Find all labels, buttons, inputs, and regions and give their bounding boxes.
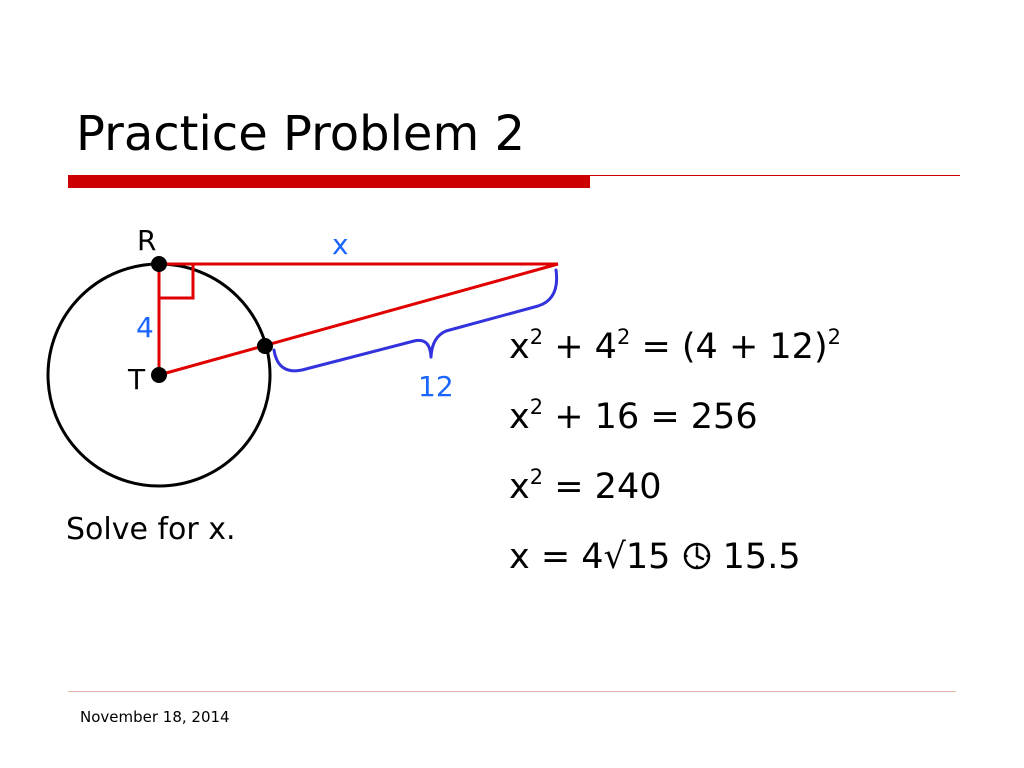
equation-line-1: $x^2 + 4^2 = (4 + 12)^2$ — [509, 325, 841, 367]
clock-icon — [682, 537, 712, 583]
label-external-12: 12 — [418, 370, 454, 403]
point-t — [151, 367, 167, 383]
equation-line-4: x = 4√15 15.5 — [509, 534, 841, 604]
equation-line-2: $x^2 + 16 = 256$ — [509, 395, 758, 437]
footer-divider — [68, 691, 956, 692]
slide-title: Practice Problem 2 — [76, 106, 526, 162]
label-point-r: R — [137, 224, 157, 257]
equation-line-3: $x^2 = 240$ — [509, 465, 662, 507]
secant-intersection-point — [257, 338, 273, 354]
solution-steps — [509, 324, 841, 604]
point-r — [151, 256, 167, 272]
label-point-t: T — [128, 363, 146, 396]
label-radius-4: 4 — [136, 311, 154, 344]
problem-prompt: Solve for x. — [66, 512, 236, 547]
label-tangent-x: x — [332, 228, 349, 261]
footer-date: November 18, 2014 — [80, 708, 230, 726]
